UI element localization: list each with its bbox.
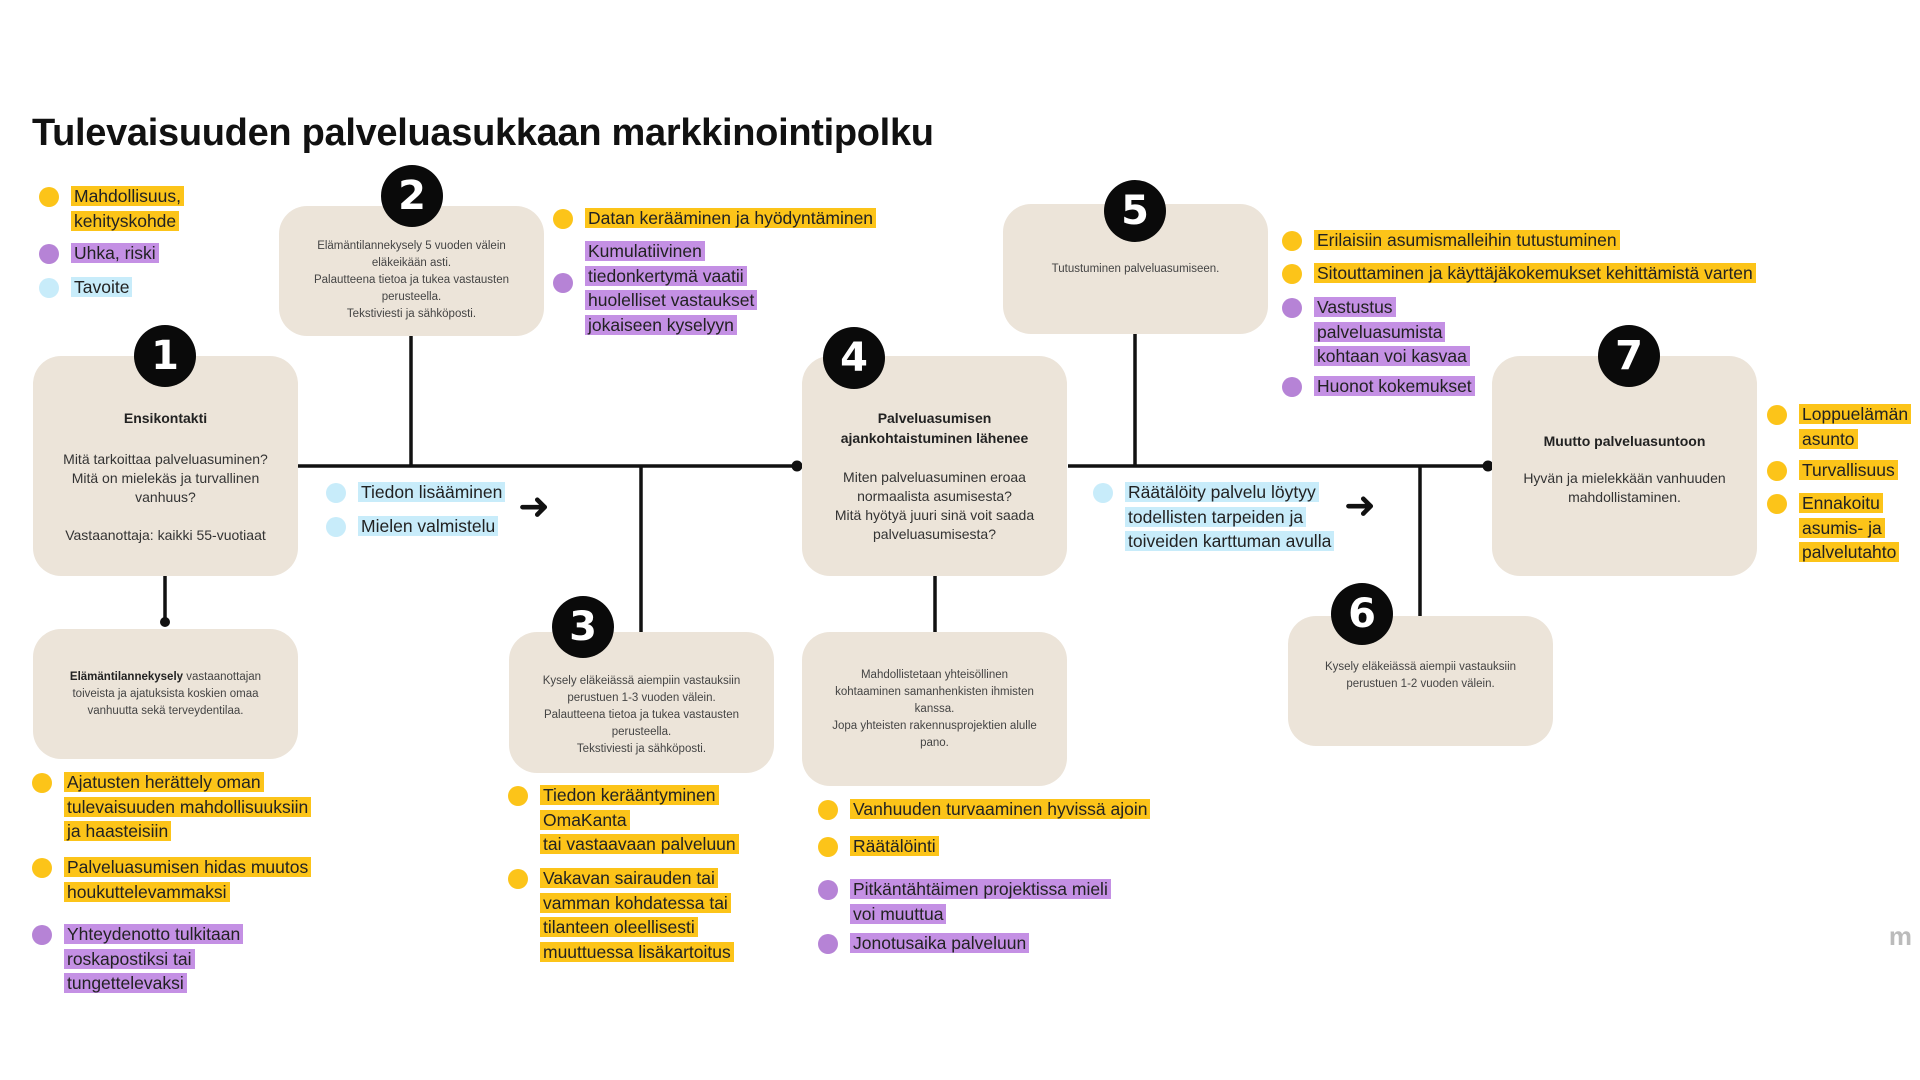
note-safety: Turvallisuus xyxy=(1767,458,1917,483)
note-queue-time: Jonotusaika palveluun xyxy=(818,931,1118,956)
survey-box xyxy=(33,629,298,759)
step-4-title: Palveluasumisen ajankohtaistuminen lähenee xyxy=(840,410,1029,446)
blue-dot-icon xyxy=(1093,483,1113,503)
step-2-body: Elämäntilannekysely 5 vuoden välein eläkeikään asti. Palautteena tietoa ja tukea vastausten perusteella. Tekstiviesti ja sähköposti. xyxy=(313,239,509,320)
community-text: Mahdollistetaan yhteisöllinen kohtaaminen samanhenkisten ihmisten kanssa. Jopa yhteisten rakennusprojektien alulle pano. xyxy=(832,668,1037,749)
step-7-body: Hyvän ja mielekkään vanhuuden mahdollistaminen. xyxy=(1523,470,1726,505)
yellow-dot-icon xyxy=(32,773,52,793)
note-secure-old-age: Vanhuuden turvaaminen hyvissä ajoin xyxy=(818,797,1178,822)
note-additional-survey: Vakavan sairauden tai vamman kohdatessa tai tilanteen oleellisesti muuttuessa lisäkartoitus xyxy=(508,866,808,964)
note-omakanta: Tiedon kerääntyminen OmaKanta tai vastaavaan palveluun xyxy=(508,783,808,857)
note-tailoring: Räätälöinti xyxy=(818,834,1118,859)
purple-dot-icon xyxy=(818,934,838,954)
purple-dot-icon xyxy=(1282,298,1302,318)
note-anticipated-will: Ennakoitu asumis- ja palvelutahto xyxy=(1767,491,1917,565)
note-housing-models: Erilaisiin asumismalleihin tutustuminen xyxy=(1282,228,1702,253)
step-7-title: Muutto palveluasuntoon xyxy=(1543,433,1706,449)
goal-more-info: Tiedon lisääminen xyxy=(326,480,566,505)
blue-dot-icon xyxy=(326,517,346,537)
blue-dot-icon xyxy=(326,483,346,503)
yellow-dot-icon xyxy=(1767,494,1787,514)
legend-item-threat: Uhka, riski xyxy=(39,241,239,266)
yellow-dot-icon xyxy=(1282,264,1302,284)
survey-text xyxy=(70,669,261,720)
purple-dot-icon xyxy=(32,925,52,945)
step-4-box xyxy=(802,356,1067,576)
step-6-body: Kysely eläkeiässä aiempii vastauksiin perustuen 1-2 vuoden välein. xyxy=(1324,661,1517,690)
yellow-dot-icon xyxy=(508,869,528,889)
step-2-badge: 2 xyxy=(381,165,443,227)
yellow-dot-icon xyxy=(1767,461,1787,481)
step-4-body: Miten palveluasuminen eroaa normaalista asumisesta? Mitä hyötyä juuri sinä voit saada palveluasumisesta? xyxy=(834,469,1035,542)
note-engagement: Sitouttaminen ja käyttäjäkokemukset kehittämistä varten xyxy=(1282,261,1782,286)
note-idea-awakening: Ajatusten herättely oman tulevaisuuden mahdollisuuksiin ja haasteisiin xyxy=(32,770,332,844)
branch-end-dot-1 xyxy=(160,617,170,627)
note-slow-change: Palveluasumisen hidas muutos houkuttelevammaksi xyxy=(32,855,332,904)
survey-title: Elämäntilannekysely xyxy=(69,670,184,683)
purple-dot-icon xyxy=(553,273,573,293)
goal-mind-preparation: Mielen valmistelu xyxy=(326,514,566,539)
step-3-badge: 3 xyxy=(552,596,614,658)
step-7-badge: 7 xyxy=(1598,325,1660,387)
note-resistance: Vastustus palveluasumista kohtaan voi kasvaa xyxy=(1282,295,1542,369)
yellow-dot-icon xyxy=(32,858,52,878)
blue-dot-icon xyxy=(39,278,59,298)
goal-tailored-service: Räätälöity palvelu löytyy todellisten tarpeiden ja toiveiden karttuman avulla xyxy=(1093,480,1393,554)
yellow-dot-icon xyxy=(1282,231,1302,251)
step-6-box xyxy=(1288,616,1553,746)
step-5-badge: 5 xyxy=(1104,180,1166,242)
page-title: Tulevaisuuden palveluasukkaan markkinointipolku xyxy=(32,112,934,154)
yellow-dot-icon xyxy=(508,786,528,806)
step-4-badge: 4 xyxy=(823,327,885,389)
legend-item-opportunity: Mahdollisuus, kehityskohde xyxy=(39,184,239,233)
survey-rest: vastaanottajan toiveista ja ajatuksista koskien omaa vanhuutta sekä terveydentilaa. xyxy=(72,670,262,717)
yellow-dot-icon xyxy=(1767,405,1787,425)
note-mind-may-change: Pitkäntähtäimen projektissa mieli voi muuttua xyxy=(818,877,1158,926)
step-5-body: Tutustuminen palveluasumiseen. xyxy=(1051,262,1220,275)
step-1-body: Mitä tarkoittaa palveluasuminen? Mitä on mielekäs ja turvallinen vanhuus? Vastaanottaja: kaikki 55-vuotiaat xyxy=(63,450,268,543)
yellow-dot-icon xyxy=(818,837,838,857)
purple-dot-icon xyxy=(39,244,59,264)
step-6-badge: 6 xyxy=(1331,583,1393,645)
note-spam-risk: Yhteydenotto tulkitaan roskapostiksi tai tungettelevaksi xyxy=(32,922,332,996)
note-bad-experiences: Huonot kokemukset xyxy=(1282,374,1542,399)
timeline-end-dot-1 xyxy=(792,461,803,472)
brand-logo: m xyxy=(1888,921,1912,951)
right-arrow-icon: ➜ xyxy=(1344,483,1376,527)
step-3-body: Kysely eläkeiässä aiempiin vastauksiin perustuen 1-3 vuoden välein. Palautteena tietoa ja tukea vastausten perusteella. Tekstiviesti ja sähköposti. xyxy=(542,675,741,755)
purple-dot-icon xyxy=(818,880,838,900)
yellow-dot-icon xyxy=(553,209,573,229)
note-cumulative-data: Kumulatiivinen tiedonkertymä vaatii huolelliset vastaukset jokaiseen kyselyyn xyxy=(553,239,853,337)
step-1-title: Ensikontakti xyxy=(123,409,208,426)
right-arrow-icon: ➜ xyxy=(518,484,550,528)
yellow-dot-icon xyxy=(39,187,59,207)
note-data-collection: Datan kerääminen ja hyödyntäminen xyxy=(553,206,913,231)
step-1-badge: 1 xyxy=(134,325,196,387)
note-lifelong-home: Loppuelämän asunto xyxy=(1767,402,1917,451)
legend-item-goal: Tavoite xyxy=(39,275,239,300)
step-1-box xyxy=(33,356,298,576)
purple-dot-icon xyxy=(1282,377,1302,397)
yellow-dot-icon xyxy=(818,800,838,820)
step-3-box xyxy=(509,632,774,773)
community-box xyxy=(802,632,1067,786)
